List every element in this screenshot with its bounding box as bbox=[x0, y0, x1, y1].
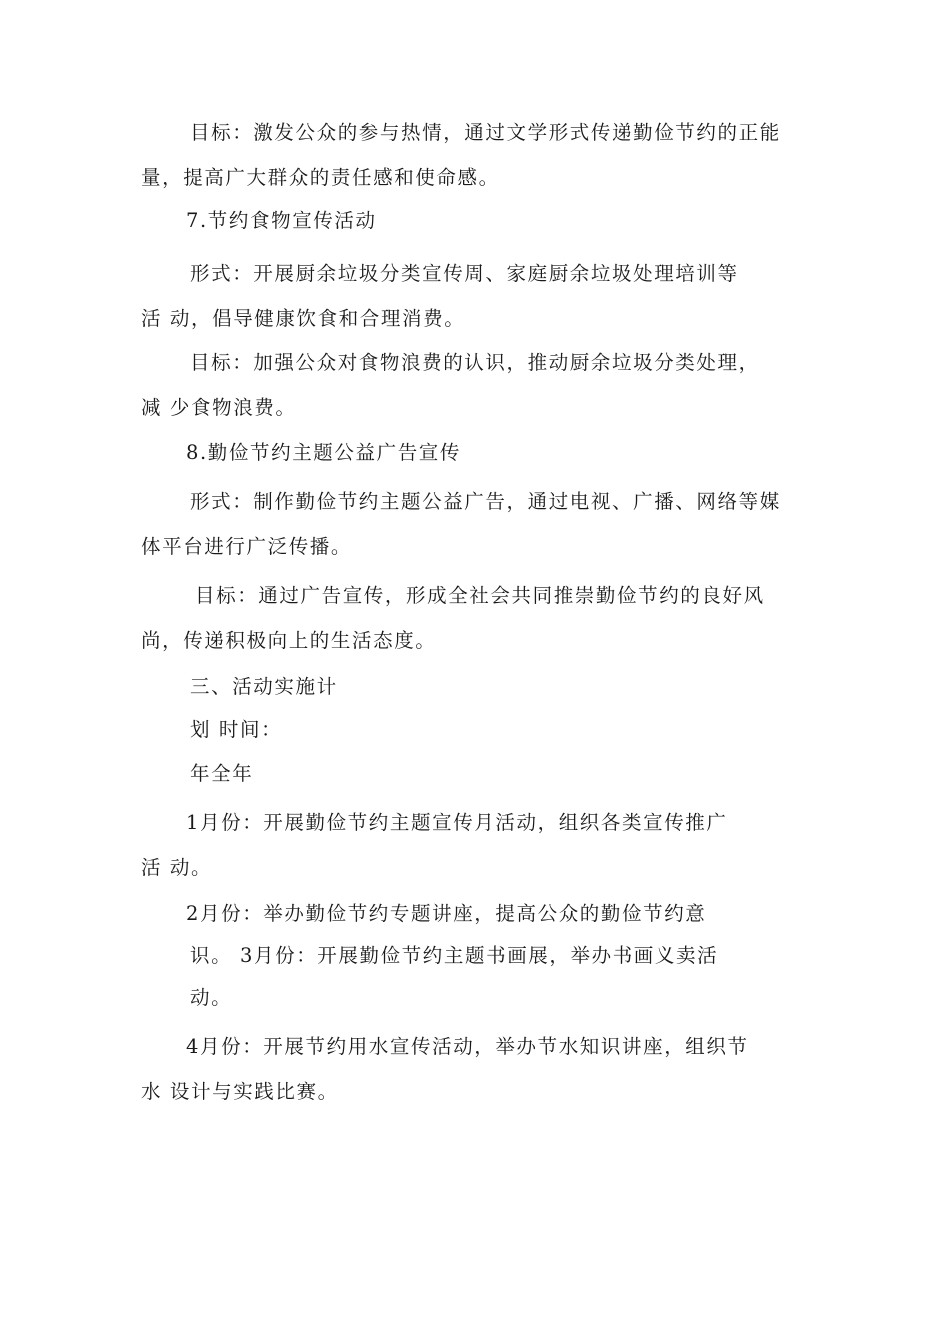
text-line: 划 时间： bbox=[190, 718, 283, 741]
text-line: 体平台进行广泛传播。 bbox=[141, 535, 353, 558]
text-line: 动。 bbox=[190, 986, 233, 1009]
text-line: 尚，传递积极向上的生活态度。 bbox=[141, 629, 437, 652]
text-line: 2月份：举办勤俭节约专题讲座，提高公众的勤俭节约意 bbox=[186, 902, 707, 925]
text-line: 活 动，倡导健康饮食和合理消费。 bbox=[141, 307, 466, 330]
section-heading: 8.勤俭节约主题公益广告宣传 bbox=[186, 441, 462, 464]
text-line: 水 设计与实践比赛。 bbox=[141, 1080, 339, 1103]
text-line: 1月份：开展勤俭节约主题宣传月活动，组织各类宣传推广 bbox=[186, 811, 728, 834]
text-line: 年全年 bbox=[190, 762, 254, 785]
section-heading: 三、活动实施计 bbox=[190, 675, 338, 698]
section-heading: 7.节约食物宣传活动 bbox=[186, 209, 377, 232]
text-line: 目标：通过广告宣传，形成全社会共同推崇勤俭节约的良好风 bbox=[195, 584, 765, 607]
text-line: 量，提高广大群众的责任感和使命感。 bbox=[141, 166, 500, 189]
text-line: 活 动。 bbox=[141, 856, 213, 879]
text-line: 识。 3月份：开展勤俭节约主题书画展，举办书画义卖活 bbox=[190, 944, 719, 967]
text-line: 减 少食物浪费。 bbox=[141, 396, 297, 419]
text-line: 目标：激发公众的参与热情，通过文学形式传递勤俭节约的正能 bbox=[190, 121, 781, 144]
text-line: 目标：加强公众对食物浪费的认识，推动厨余垃圾分类处理， bbox=[190, 351, 760, 374]
text-line: 4月份：开展节约用水宣传活动，举办节水知识讲座，组织节 bbox=[186, 1035, 749, 1058]
text-line: 形式：开展厨余垃圾分类宣传周、家庭厨余垃圾处理培训等 bbox=[190, 262, 739, 285]
text-line: 形式：制作勤俭节约主题公益广告，通过电视、广播、网络等媒 bbox=[190, 490, 781, 513]
